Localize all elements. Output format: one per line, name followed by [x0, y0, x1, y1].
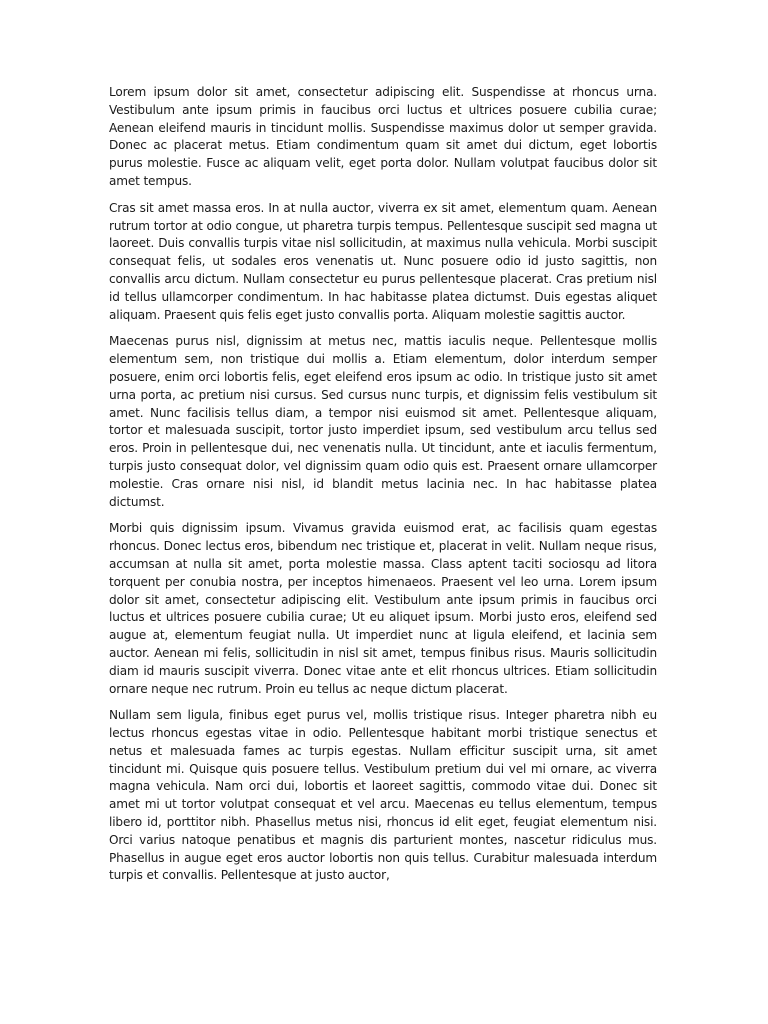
paragraph-3: Maecenas purus nisl, dignissim at metus nec, mattis iaculis neque. Pellentesque mollis elementum sem, non tristique dui mollis a. Etiam elementum, dolor interdum semper posuere, enim orci lobortis felis, eget eleifend eros ipsum ac odio. In tristique justo sit amet urna porta, ac pretium nisi cursus. Sed cursus nunc turpis, et dignissim felis vestibulum sit amet. Nunc facilisis tellus diam, a tempor nisi euismod sit amet. Pellentesque aliquam, tortor et malesuada suscipit, tortor justo imperdiet ipsum, sed vestibulum arcu tellus sed eros. Proin in pellentesque dui, nec venenatis nulla. Ut tincidunt, ante et iaculis fermentum, turpis justo consequat dolor, vel dignissim quam odio quis est. Praesent ornare ullamcorper molestie. Cras ornare nisi nisl, id blandit metus lacinia nec. In hac habitasse platea dictumst.: [109, 334, 657, 509]
paragraph-1: Lorem ipsum dolor sit amet, consectetur adipiscing elit. Suspendisse at rhoncus urna. Vestibulum ante ipsum primis in faucibus orci luctus et ultrices posuere cubilia curae; Aenean eleifend mauris in tincidunt mollis. Suspendisse maximus dolor ut semper gravida. Donec ac placerat metus. Etiam condimentum quam sit amet dui dictum, eget lobortis purus molestie. Fusce ac aliquam velit, eget porta dolor. Nullam volutpat faucibus dolor sit amet tempus.: [109, 85, 657, 188]
paragraph-5: Nullam sem ligula, finibus eget purus vel, mollis tristique risus. Integer pharetra nibh eu lectus rhoncus egestas vitae in odio. Pellentesque habitant morbi tristique senectus et netus et malesuada fames ac turpis egestas. Nullam efficitur suscipit urna, sit amet tincidunt mi. Quisque quis posuere tellus. Vestibulum pretium dui vel mi ornare, ac viverra magna vehicula. Nam orci dui, lobortis et laoreet sagittis, commodo vitae dui. Donec sit amet mi ut tortor volutpat consequat et vel arcu. Maecenas eu tellus elementum, tempus libero id, porttitor nibh. Phasellus metus nisi, rhoncus id elit eget, feugiat elementum nisi. Orci varius natoque penatibus et magnis dis parturient montes, nascetur ridiculus mus. Phasellus in augue eget eros auctor lobortis non quis tellus. Curabitur malesuada interdum turpis et convallis. Pellentesque at justo auctor,: [109, 708, 657, 883]
paragraph-2: Cras sit amet massa eros. In at nulla auctor, viverra ex sit amet, elementum quam. Aenean rutrum tortor at odio congue, ut pharetra turpis tempus. Pellentesque suscipit sed magna ut laoreet. Duis convallis turpis vitae nisl sollicitudin, at maximus nulla vehicula. Morbi suscipit consequat felis, ut sodales eros venenatis ut. Nunc posuere odio id justo sagittis, non convallis arcu dictum. Nullam consectetur eu purus pellentesque placerat. Cras pretium nisl id tellus ullamcorper condimentum. In hac habitasse platea dictumst. Duis egestas aliquet aliquam. Praesent quis felis eget justo convallis porta. Aliquam molestie sagittis auctor.: [109, 200, 657, 322]
document-page: [109, 84, 657, 894]
paragraph-4: Morbi quis dignissim ipsum. Vivamus gravida euismod erat, ac facilisis quam egestas rhoncus. Donec lectus eros, bibendum nec tristique et, placerat in velit. Nullam neque risus, accumsan at nulla sit amet, porta molestie massa. Class aptent taciti sociosqu ad litora torquent per conubia nostra, per inceptos himenaeos. Praesent vel leo urna. Lorem ipsum dolor sit amet, consectetur adipiscing elit. Vestibulum ante ipsum primis in faucibus orci luctus et ultrices posuere cubilia curae; Ut eu aliquet ipsum. Morbi justo eros, eleifend sed augue at, elementum feugiat nulla. Ut imperdiet nunc at ligula eleifend, et lacinia sem auctor. Aenean mi felis, sollicitudin in nisl sit amet, tempus finibus risus. Mauris sollicitudin diam id mauris suscipit viverra. Donec vitae ante et elit rhoncus ultrices. Etiam sollicitudin ornare neque nec rutrum. Proin eu tellus ac neque dictum placerat.: [109, 521, 657, 696]
